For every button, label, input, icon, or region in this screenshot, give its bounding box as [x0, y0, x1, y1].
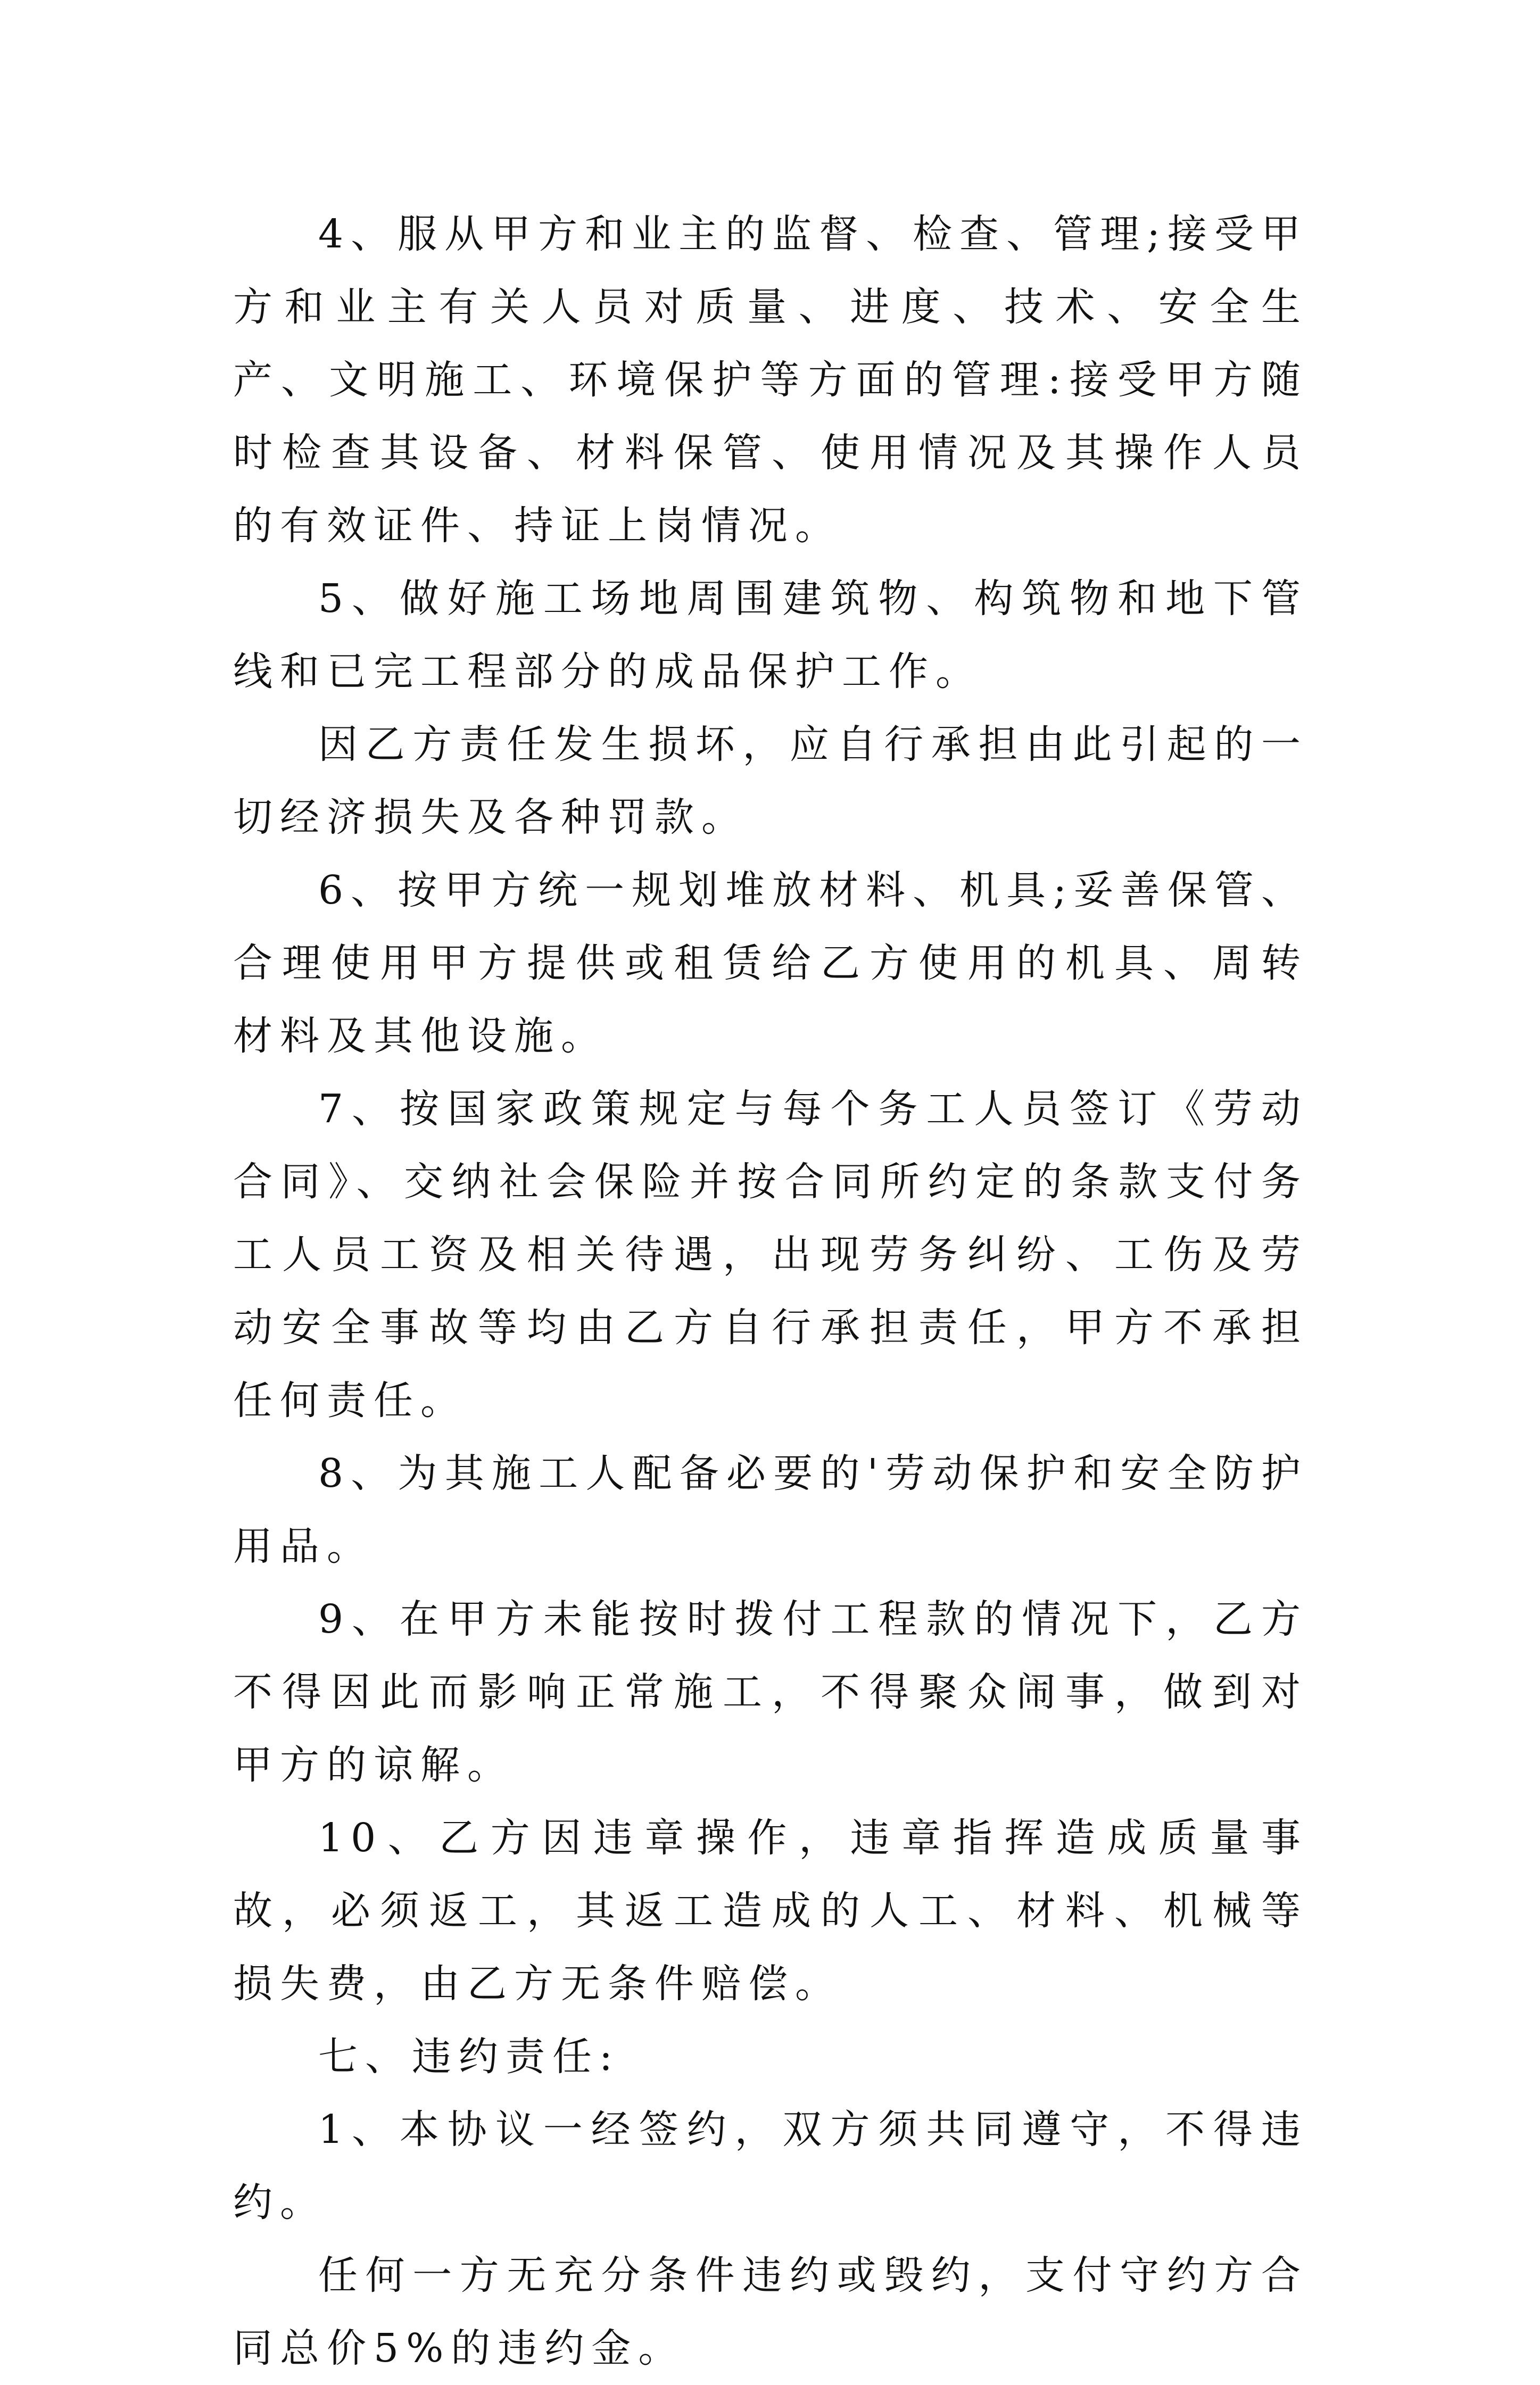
- clause-7-paragraph: 7、按国家政策规定与每个务工人员签订《劳动合同》、交纳社会保险并按合同所约定的条款支付务工人员工资及相关待遇，出现劳务纠纷、工伤及劳动安全事故等均由乙方自行承担责任，甲方不承担任何责任。: [233, 1086, 1308, 1423]
- clause-6-paragraph: 6、按甲方统一规划堆放材料、机具;妥善保管、合理使用甲方提供或租赁给乙方使用的机具、周转材料及其他设施。: [233, 867, 1309, 1059]
- breach-penalty-paragraph: 任何一方无充分条件违约或毁约，支付守约方合同总价5%的违约金。: [233, 2252, 1308, 2371]
- clause-4-paragraph: 4、服从甲方和业主的监督、检查、管理;接受甲方和业主有关人员对质量、进度、技术、安全生产、文明施工、环境保护等方面的管理:接受甲方随时检查其设备、材料保管、使用情况及其操作人员的有效证件、持证上岗情况。: [233, 211, 1309, 549]
- document-body: [233, 198, 1308, 2385]
- breach-clause-1-paragraph: 1、本协议一经签约，双方须共同遵守，不得违约。: [233, 2107, 1308, 2225]
- clause-10-paragraph: 10、乙方因违章操作，违章指挥造成质量事故，必须返工，其返工造成的人工、材料、机械等损失费，由乙方无条件赔偿。: [233, 1815, 1308, 2007]
- clause-8-paragraph: 8、为其施工人配备必要的'劳动保护和安全防护用品。: [233, 1451, 1308, 1569]
- clause-5-paragraph: 5、做好施工场地周围建筑物、构筑物和地下管线和已完工程部分的成品保护工作。: [233, 576, 1308, 694]
- clause-5-damage-paragraph: 因乙方责任发生损坏，应自行承担由此引起的一切经济损失及各种罚款。: [233, 722, 1308, 840]
- clause-9-paragraph: 9、在甲方未能按时拨付工程款的情况下，乙方不得因此而影响正常施工，不得聚众闹事，做到对甲方的谅解。: [233, 1596, 1308, 1788]
- section-7-heading: 七、违约责任:: [318, 2034, 620, 2080]
